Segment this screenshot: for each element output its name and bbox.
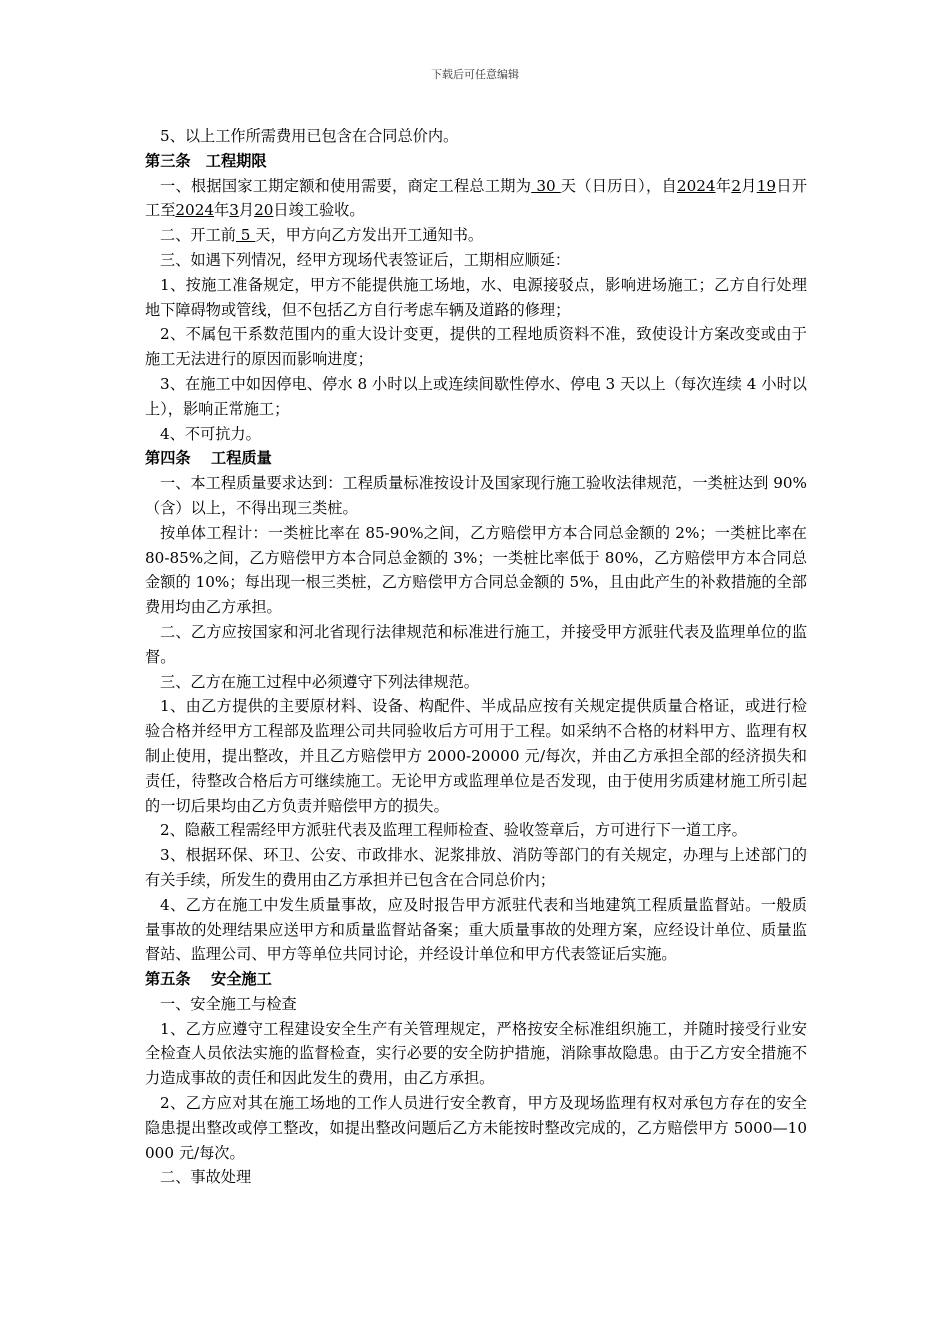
clause-3-item-2: 2、不属包干系数范围内的重大设计变更，提供的工程地质资料不准，致使设计方案改变或由于施工无法进行的原因而影响进度； <box>145 325 807 369</box>
end-month: 3 <box>229 201 239 220</box>
notice-days: 5 <box>235 226 256 245</box>
start-month: 2 <box>731 176 741 195</box>
clause-4-para-3: 三、乙方在施工过程中必须遵守下列法律规范。 <box>160 672 479 691</box>
clause-3-para-1: 一、根据国家工期定额和使用需要，商定工程总工期为 30 天（日历日），自2024年2月19日开工至2024年3月20日竣工验收。 <box>145 176 808 220</box>
total-days: 30 <box>531 176 561 195</box>
clause-4-item-1: 1、由乙方提供的主要原材料、设备、构配件、半成品应按有关规定提供质量合格证，或进行检验合格并经甲方工程部及监理公司共同验收后方可用于工程。如采纳不合格的材料甲方、监理有权制止使用，提出整改，并且乙方赔偿甲方 2000-20000 元/每次，并由乙方承担全部的经济损失和责任，待整改合格后方可继续施工。无论甲方或监理单位是否发现，由于使用劣质建材施工所引起的一切后果均由乙方负责并赔偿甲方的损失。 <box>145 697 807 815</box>
clause-4-item-3: 3、根据环保、环卫、公安、市政排水、泥浆排放、消防等部门的有关规定，办理与上述部门的有关手续，所发生的费用由乙方承担并已包含在合同总价内； <box>145 846 807 889</box>
start-year: 2024 <box>676 176 716 195</box>
clause-3-item-4: 4、不可抗力。 <box>160 424 261 443</box>
clause-3-item-3: 3、在施工中如因停电、停水 8 小时以上或连续间歇性停水、停电 3 天以上（每次连续 4 小时以上），影响正常施工； <box>145 374 807 418</box>
clause-4-item-2: 2、隐蔽工程需经甲方派驻代表及监理工程师检查、验收签章后，方可进行下一道工序。 <box>160 821 747 840</box>
clause-3-para-2: 二、开工前 5 天，甲方向乙方发出开工通知书。 <box>160 226 484 245</box>
clause-2-item-5: 5、以上工作所需费用已包含在合同总价内。 <box>160 127 459 145</box>
clause-4-para-2: 二、乙方应按国家和河北省现行法律规范和标准进行施工，并接受甲方派驻代表及监理单位的监督。 <box>145 622 807 666</box>
clause-3-heading: 第三条 工程期限 <box>145 151 267 170</box>
page-header: 下载后可任意编辑 <box>431 68 519 81</box>
end-day: 20 <box>254 201 274 220</box>
clause-4-item-4: 4、乙方在施工中发生质量事故，应及时报告甲方派驻代表和当地建筑工程质量监督站。一般质量事故的处理结果应送甲方和质量监督站备案；重大质量事故的处理方案，应经设计单位、质量监督站、监理公司、甲方等单位共同讨论，并经设计单位和甲方代表签证后实施。 <box>145 895 807 964</box>
clause-5-item-1: 1、乙方应遵守工程建设安全生产有关管理规定，严格按安全标准组织施工，并随时接受行业安全检查人员依法实施的监督检查，实行必要的安全防护措施，消除事故隐患。由于乙方安全措施不力造成事故的责任和因此发生的费用，由乙方承担。 <box>145 1019 807 1088</box>
clause-5-heading: 第五条 安全施工 <box>145 970 272 989</box>
clause-5-para-2: 二、事故处理 <box>160 1168 252 1187</box>
clause-4-para-1: 一、本工程质量要求达到：工程质量标准按设计及国家现行施工验收法律规范，一类桩达到 90%（含）以上，不得出现三类桩。 <box>145 474 807 517</box>
start-day: 19 <box>756 176 777 195</box>
clause-5-item-2: 2、乙方应对其在施工场地的工作人员进行安全教育，甲方及现场监理有权对承包方存在的安全隐患提出整改或停工整改，如提出整改问题后乙方未能按时整改完成的，乙方赔偿甲方 5000—10000 元/每次。 <box>145 1094 807 1162</box>
end-year: 2024 <box>175 201 215 220</box>
clause-3-item-1: 1、按施工准备规定，甲方不能提供施工场地，水、电源接驳点，影响进场施工；乙方自行处理地下障碍物或管线，但不包括乙方自行考虑车辆及道路的修理； <box>145 275 807 319</box>
clause-4-para-1b: 按单体工程计：一类桩比率在 85-90%之间，乙方赔偿甲方本合同总金额的 2%；一类桩比率在 80-85%之间，乙方赔偿甲方本合同总金额的 3%；一类桩比率低于 80%，乙方赔偿甲方本合同总金额的 10%；每出现一根三类桩，乙方赔偿甲方合同总金额的 5%，且由此产生的补救措施的全部费用均由乙方承担。 <box>145 523 807 617</box>
clause-3-para-3: 三、如遇下列情况，经甲方现场代表签证后，工期相应顺延： <box>160 250 571 269</box>
clause-5-para-1: 一、安全施工与检查 <box>160 994 297 1013</box>
clause-4-heading: 第四条 工程质量 <box>145 449 272 468</box>
document-body <box>145 124 807 1190</box>
